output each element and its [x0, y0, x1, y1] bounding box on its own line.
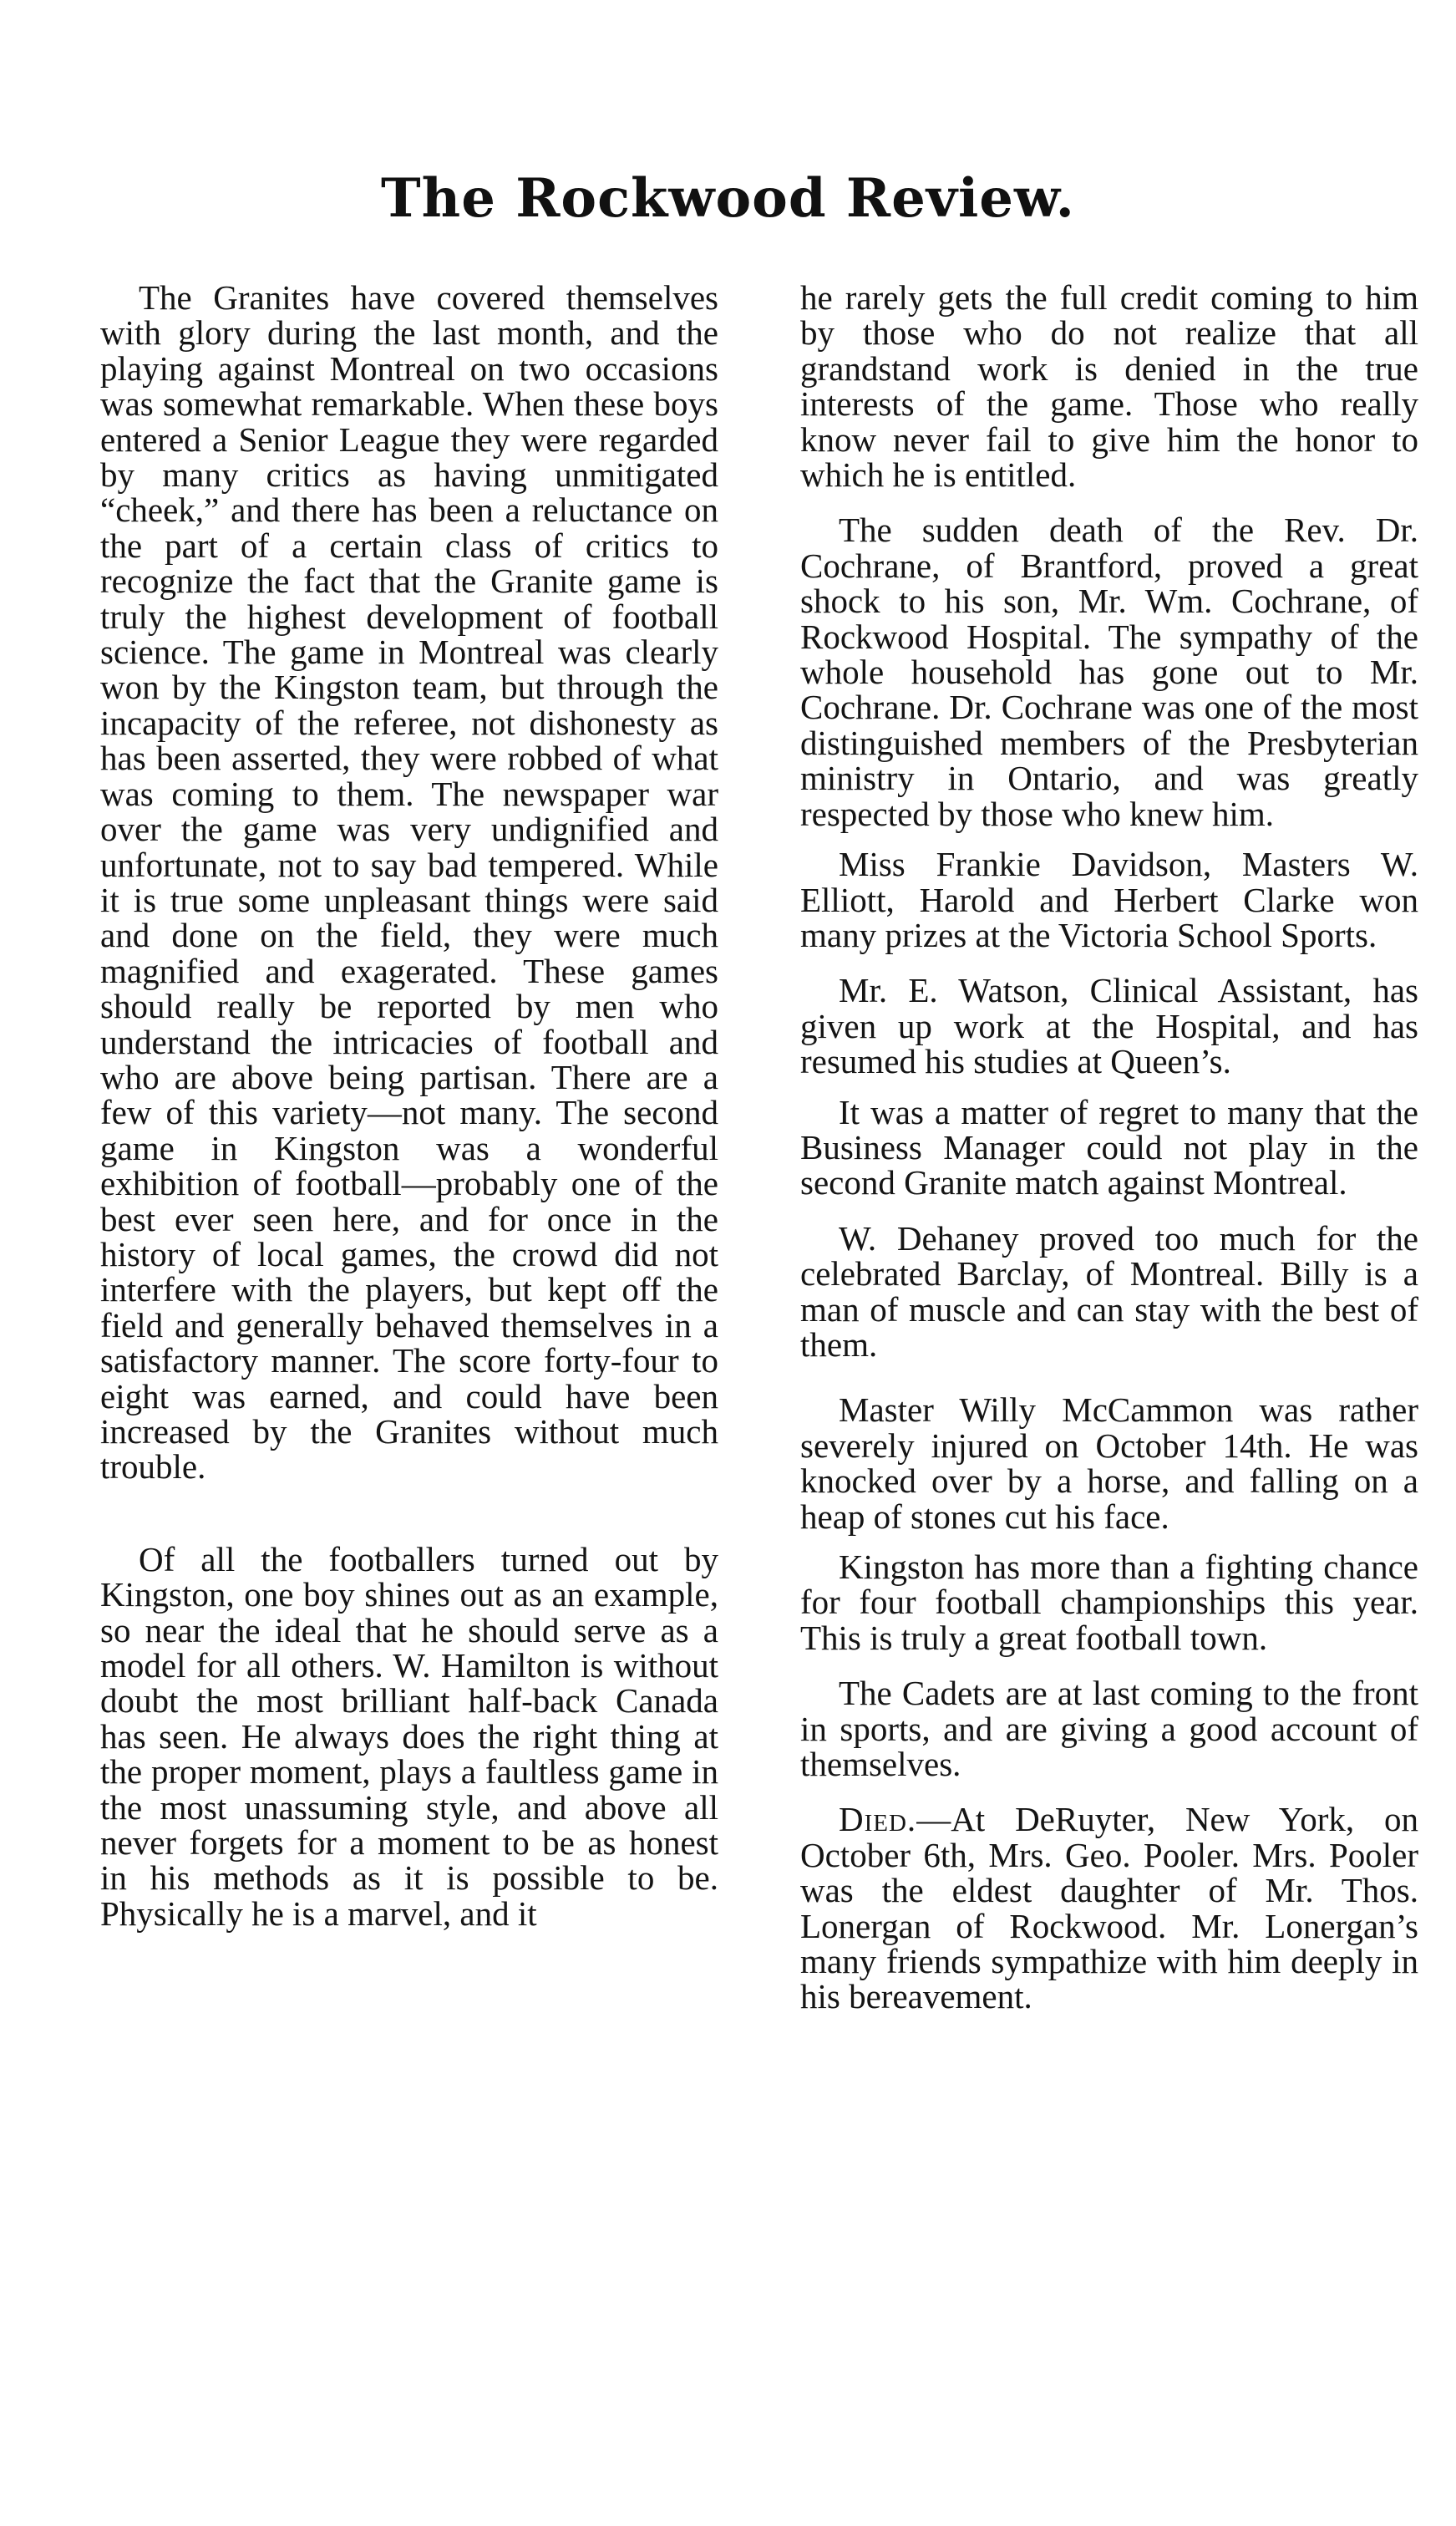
mccammon-paragraph: Master Willy McCammon was rather severely injured on October 14th. He was knocked over by a horse, and falling on a heap of stones cut his face.	[800, 1390, 1418, 1536]
obituary-paragraph	[800, 1802, 1418, 2014]
obituary-text: —At DeRuyter, New York, on October 6th, Mrs. Geo. Pooler. Mrs. Pooler was the eldest daughter of Mr. Thos. Lonergan of Rockwood. Mr. Lonergan’s many friends sympathize with him deeply in his bereavement.	[800, 1800, 1418, 2016]
hamilton-paragraph-continued: he rarely gets the full credit coming to him by those who do not realize that all grandstand work is denied in the true interests of the game. Those who really know never fail to give him the honor to which he is entitled.	[800, 278, 1418, 495]
cochrane-paragraph: The sudden death of the Rev. Dr. Cochrane, of Brantford, proved a great shock to his son, Mr. Wm. Cochrane, of Rockwood Hospital. The sympathy of the whole household has gone out to Mr. Cochrane. Dr. Cochrane was one of the most distinguished members of the Presbyterian ministry in Ontario, and was greatly respected by those who knew him.	[800, 511, 1418, 833]
davidson-paragraph: Miss Frankie Davidson, Masters W. Elliott, Harold and Herbert Clarke won many prizes at the Victoria School Sports.	[800, 845, 1418, 954]
cadets-paragraph: The Cadets are at last coming to the front in sports, and are giving a good account of themselves.	[800, 1674, 1418, 1784]
watson-paragraph: Mr. E. Watson, Clinical Assistant, has given up work at the Hospital, and has resumed his studies at Queen’s.	[800, 971, 1418, 1081]
business-manager-paragraph: It was a matter of regret to many that the Business Manager could not play in the second Granite match against Montreal.	[800, 1092, 1418, 1202]
left-column	[100, 280, 718, 1931]
masthead-title: The Rockwood Review.	[381, 167, 1075, 230]
right-column	[800, 280, 1418, 2015]
dehaney-paragraph: W. Dehaney proved too much for the celebrated Barclay, of Montreal. Billy is a man of muscle and can stay with the best of them.	[800, 1218, 1418, 1364]
hamilton-paragraph: Of all the footballers turned out by Kingston, one boy shines out as an example, so near the ideal that he should serve as a model for all others. W. Hamilton is without doubt the most brilliant half-back Canada has seen. He always does the right thing at the proper moment, plays a faultless game in the most unassuming style, and above all never forgets for a moment to be as honest in his methods as it is possible to be. Physically he is a marvel, and it	[100, 1539, 718, 1933]
granites-paragraph: The Granites have covered themselves with glory during the last month, and the playing against Montreal on two occasions was somewhat remarkable. When these boys entered a Senior League they were regarded by many critics as having unmitigated “cheek,” and there has been a reluctance on the part of a certain class of critics to recognize the fact that the Granite game is truly the highest development of football science. The game in Montreal was clearly won by the Kingston team, but through the incapacity of the referee, not dishonesty as has been asserted, they were robbed of what was coming to them. The newspaper war over the game was very undignified and unfortunate, not to say bad tempered. While it is true some unpleasant things were said and done on the field, they were much magnified and exagerated. These games should really be reported by men who understand the intricacies of football and who are above being partisan. There are a few of this variety—not many. The second game in Kingston was a wonderful exhibition of football—probably one of the best ever seen here, and for once in the history of local games, the crowd did not interfere with the players, but kept off the field and generally behaved themselves in a satisfactory manner. The score forty-four to eight was earned, and could have been increased by the Granites without much trouble.	[100, 278, 718, 1487]
championships-paragraph: Kingston has more than a fighting chance for four football championships this year. This is truly a great football town.	[800, 1548, 1418, 1657]
obituary-lead: Died.	[839, 1800, 917, 1839]
